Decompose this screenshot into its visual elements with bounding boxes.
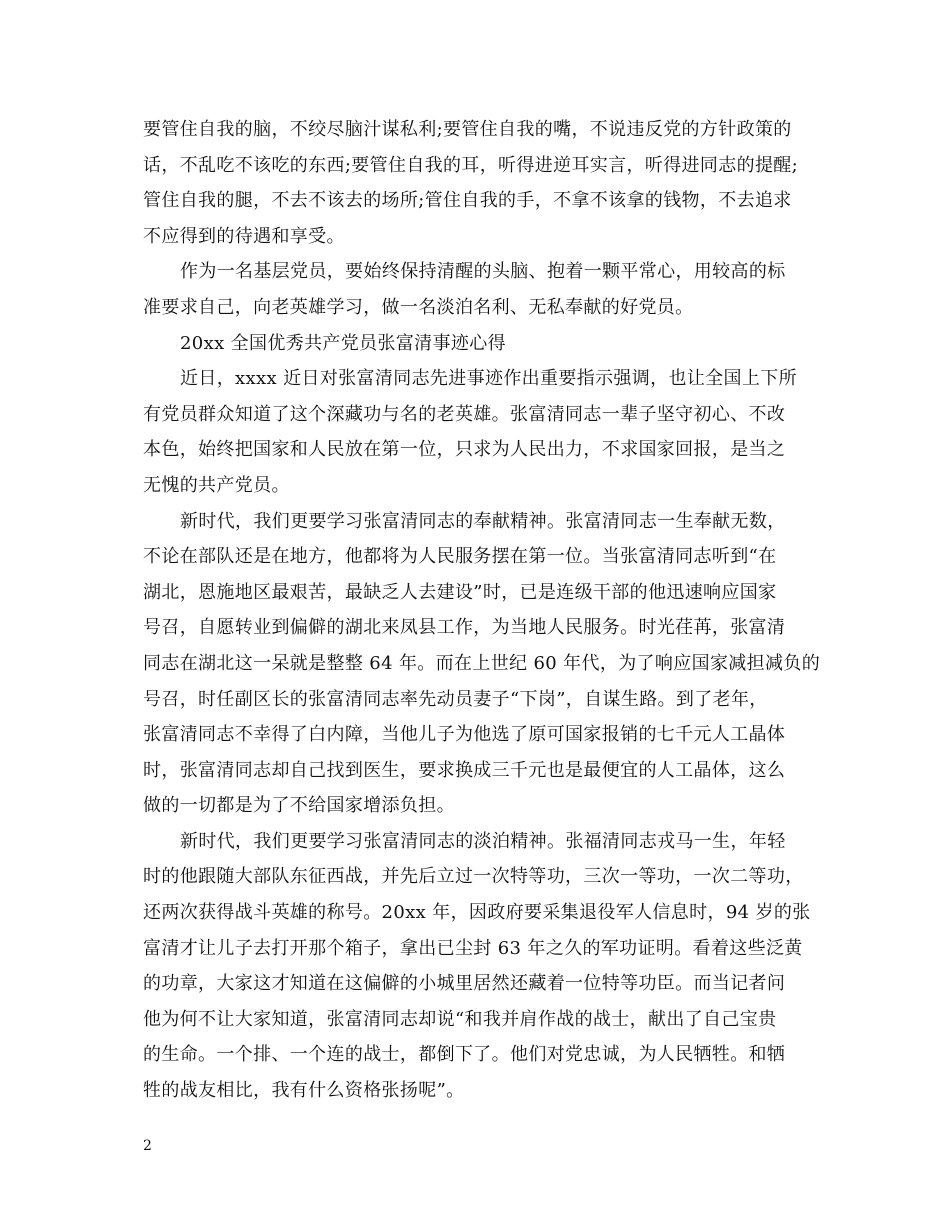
document-body: [143, 112, 823, 1109]
text-line: 他为何不让大家知道，张富清同志却说“和我并肩作战的战士，献出了自己宝贵: [143, 1008, 777, 1030]
text-line: 还两次获得战斗英雄的称号。20xx 年，因政府要采集退役军人信息时，94 岁的张: [143, 902, 811, 924]
text-line: 作为一名基层党员，要始终保持清醒的头脑、抱着一颗平常心，用较高的标: [180, 261, 786, 283]
text-line: 湖北，恩施地区最艰苦，最缺乏人去建设”时，已是连级干部的他迅速响应国家: [143, 581, 777, 603]
text-line: 富清才让儿子去打开那个箱子，拿出已尘封 63 年之久的军功证明。看着这些泛黄: [143, 937, 803, 959]
text-line: 话，不乱吃不该吃的东西;要管住自我的耳，听得进逆耳实言，听得进同志的提醒;: [143, 154, 799, 176]
text-line: 的生命。一个排、一个连的战士，都倒下了。他们对党忠诚，为人民牺牲。和牺: [143, 1044, 786, 1066]
text-line: 不论在部队还是在地方，他都将为人民服务摆在第一位。当张富清同志听到“在: [143, 546, 777, 568]
text-line: 新时代，我们更要学习张富清同志的奉献精神。张富清同志一生奉献无数，: [180, 510, 786, 532]
text-line: 无愧的共产党员。: [143, 474, 290, 496]
text-line: 的功章，大家这才知道在这偏僻的小城里居然还藏着一位特等功臣。而当记者问: [143, 973, 786, 995]
text-line: 新时代，我们更要学习张富清同志的淡泊精神。张福清同志戎马一生，年轻: [180, 830, 786, 852]
text-line: 本色，始终把国家和人民放在第一位，只求为人民出力，不求国家回报，是当之: [143, 439, 786, 461]
text-line: 同志在湖北这一呆就是整整 64 年。而在上世纪 60 年代，为了响应国家减担减负的: [143, 652, 821, 674]
text-line: 不应得到的待遇和享受。: [143, 225, 345, 247]
text-line: 做的一切都是为了不给国家增添负担。: [143, 795, 455, 817]
page-number: 2: [143, 1138, 152, 1154]
text-line: 有党员群众知道了这个深藏功与名的老英雄。张富清同志一辈子坚守初心、不改: [143, 403, 786, 425]
text-line: 号召，时任副区长的张富清同志率先动员妻子“下岗”，自谋生路。到了老年，: [143, 688, 768, 710]
text-line: 号召，自愿转业到偏僻的湖北来凤县工作，为当地人民服务。时光荏苒，张富清: [143, 617, 786, 639]
section-heading: 20xx 全国优秀共产党员张富清事迹心得: [180, 332, 506, 354]
text-line: 要管住自我的脑，不绞尽脑汁谋私利;要管住自我的嘴，不说违反党的方针政策的: [143, 119, 792, 140]
text-line: 牲的战友相比，我有什么资格张扬呢”。: [143, 1080, 465, 1102]
text-line: 张富清同志不幸得了白内障，当他儿子为他选了原可国家报销的七千元人工晶体: [143, 724, 786, 746]
text-line: 近日，xxxx 近日对张富清同志先进事迹作出重要指示强调，也让全国上下所: [180, 368, 797, 390]
text-line: 管住自我的腿，不去不该去的场所;管住自我的手，不拿不该拿的钱物，不去追求: [143, 190, 792, 212]
text-line: 时的他跟随大部队东征西战，并先后立过一次特等功，三次一等功，一次二等功，: [143, 866, 804, 888]
text-line: 时，张富清同志却自己找到医生，要求换成三千元也是最便宜的人工晶体，这么: [143, 759, 786, 781]
text-line: 准要求自己，向老英雄学习，做一名淡泊名利、无私奉献的好党员。: [143, 296, 694, 318]
